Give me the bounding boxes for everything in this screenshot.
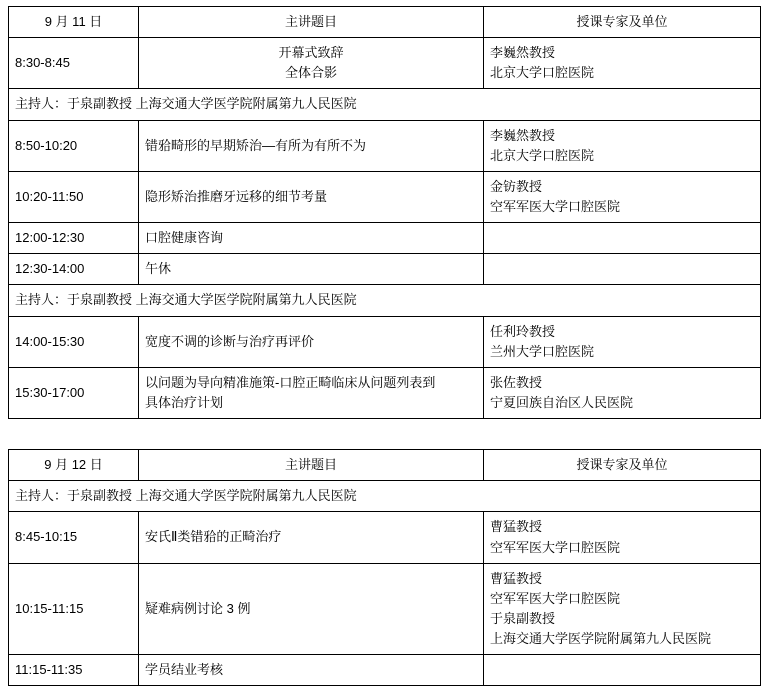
- speaker-line: 北京大学口腔医院: [490, 147, 595, 163]
- speaker-line: 任利玲教授: [490, 323, 556, 339]
- speaker-line: 曹猛教授: [490, 519, 543, 535]
- table-row: [9, 512, 761, 563]
- speaker-cell: [484, 316, 761, 367]
- table-row: [9, 563, 761, 655]
- speaker-cell: [484, 171, 761, 222]
- speaker-cell: [484, 120, 761, 171]
- table-row: [9, 120, 761, 171]
- topic-cell: [139, 563, 484, 655]
- topic-cell: [139, 316, 484, 367]
- time-cell: 8:45-10:15: [9, 512, 139, 563]
- moderator-row: [9, 89, 761, 120]
- header-speaker-cell: 授课专家及单位: [484, 7, 761, 38]
- speaker-line: 李巍然教授: [490, 45, 556, 61]
- header-date-cell: 9 月 12 日: [9, 450, 139, 481]
- topic-line: 午休: [145, 261, 172, 277]
- time-cell: 10:15-11:15: [9, 563, 139, 655]
- header-topic-cell: 主讲题目: [139, 7, 484, 38]
- speaker-line: 兰州大学口腔医院: [490, 343, 595, 359]
- speaker-cell: [484, 367, 761, 418]
- speaker-line: 空军军医大学口腔医院: [490, 539, 621, 555]
- speaker-line: 空军军医大学口腔医院: [490, 590, 621, 606]
- topic-line: 隐形矫治推磨牙远移的细节考量: [145, 188, 328, 204]
- topic-cell: [139, 254, 484, 285]
- table-row: [9, 223, 761, 254]
- table-header-row: [9, 450, 761, 481]
- time-cell: 8:30-8:45: [9, 38, 139, 89]
- speaker-line: 宁夏回族自治区人民医院: [490, 394, 634, 410]
- speaker-line: 李巍然教授: [490, 127, 556, 143]
- table-gap: [8, 419, 760, 449]
- table-row: [9, 254, 761, 285]
- schedule-table-day-1: [8, 6, 761, 419]
- topic-line: 全体合影: [284, 65, 337, 81]
- time-cell: 12:00-12:30: [9, 223, 139, 254]
- topic-cell: [139, 367, 484, 418]
- table-row: [9, 38, 761, 89]
- moderator-text: 主持人：于泉副教授 上海交通大学医学院附属第九人民医院: [9, 89, 761, 120]
- topic-line: 具体治疗计划: [145, 394, 224, 410]
- speaker-cell: [484, 223, 761, 254]
- header-topic-cell: 主讲题目: [139, 450, 484, 481]
- time-cell: 12:30-14:00: [9, 254, 139, 285]
- topic-line: 错𬌗畸形的早期矫治—有所为有所不为: [145, 137, 367, 153]
- speaker-cell: [484, 512, 761, 563]
- speaker-line: 北京大学口腔医院: [490, 65, 595, 81]
- speaker-line: 空军军医大学口腔医院: [490, 198, 621, 214]
- topic-line: 学员结业考核: [145, 662, 224, 678]
- time-cell: 15:30-17:00: [9, 367, 139, 418]
- topic-line: 开幕式致辞: [278, 45, 344, 61]
- topic-cell: [139, 655, 484, 686]
- topic-cell: [139, 38, 484, 89]
- speaker-line: 曹猛教授: [490, 570, 543, 586]
- topic-cell: [139, 120, 484, 171]
- table-row: [9, 655, 761, 686]
- moderator-text: 主持人：于泉副教授 上海交通大学医学院附属第九人民医院: [9, 285, 761, 316]
- speaker-cell: [484, 563, 761, 655]
- table-row: [9, 316, 761, 367]
- time-cell: 8:50-10:20: [9, 120, 139, 171]
- topic-cell: [139, 512, 484, 563]
- topic-line: 口腔健康咨询: [145, 230, 224, 246]
- time-cell: 11:15-11:35: [9, 655, 139, 686]
- speaker-line: 金钫教授: [490, 178, 543, 194]
- speaker-cell: [484, 254, 761, 285]
- time-cell: 10:20-11:50: [9, 171, 139, 222]
- speaker-cell: [484, 655, 761, 686]
- speaker-line: 于泉副教授: [490, 610, 556, 626]
- moderator-row: [9, 285, 761, 316]
- speaker-cell: [484, 38, 761, 89]
- speaker-line: 上海交通大学医学院附属第九人民医院: [490, 631, 712, 647]
- topic-line: 疑难病例讨论 3 例: [145, 600, 251, 616]
- speaker-line: 张佐教授: [490, 374, 543, 390]
- table-header-row: [9, 7, 761, 38]
- topic-line: 宽度不调的诊断与治疗再评价: [145, 333, 315, 349]
- topic-cell: [139, 171, 484, 222]
- moderator-row: [9, 481, 761, 512]
- header-speaker-cell: 授课专家及单位: [484, 450, 761, 481]
- moderator-text: 主持人：于泉副教授 上海交通大学医学院附属第九人民医院: [9, 481, 761, 512]
- header-date-cell: 9 月 11 日: [9, 7, 139, 38]
- topic-cell: [139, 223, 484, 254]
- schedule-table-day-2: [8, 449, 761, 686]
- tables-container: [8, 6, 760, 686]
- time-cell: 14:00-15:30: [9, 316, 139, 367]
- topic-line: 安氏Ⅱ类错𬌗的正畸治疗: [145, 529, 282, 545]
- table-row: [9, 171, 761, 222]
- topic-line: 以问题为导向精准施策-口腔正畸临床从问题列表到: [145, 374, 436, 390]
- table-row: [9, 367, 761, 418]
